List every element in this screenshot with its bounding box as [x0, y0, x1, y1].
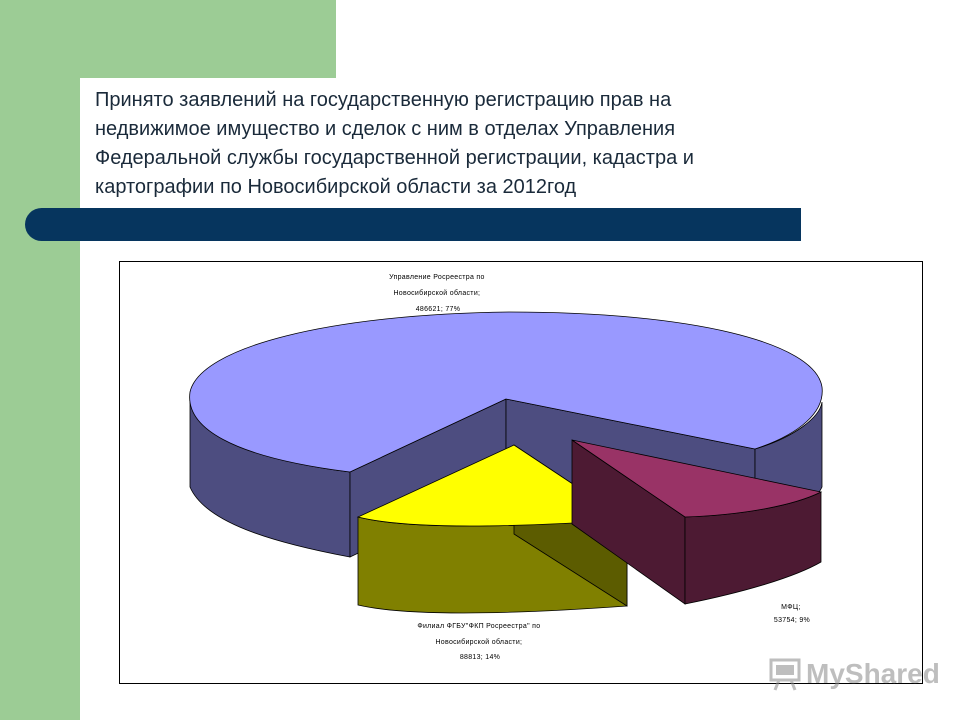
- left-green-bar: [0, 0, 80, 720]
- title-line-2: недвижимое имущество и сделок с ним в отделах Управления: [95, 118, 676, 140]
- title-line-1: Принято заявлений на государственную регистрацию прав на: [95, 89, 672, 111]
- title-line-4: картографии по Новосибирской области за 2012год: [95, 176, 577, 198]
- top-green-block: [0, 0, 336, 78]
- pie-chart: [120, 262, 922, 683]
- label-upravlenie-line-2: Новосибирской области;: [393, 290, 481, 297]
- label-mfc: [774, 604, 810, 624]
- label-upravlenie-line-3: 486621; 77%: [415, 306, 461, 313]
- title-line-3: Федеральной службы государственной регистрации, кадастра и: [95, 147, 694, 169]
- label-mfc-line-1: МФЦ;: [781, 604, 801, 611]
- label-upravlenie: [389, 274, 487, 313]
- watermark-text: MyShared: [806, 658, 940, 689]
- presentation-board-icon: [768, 657, 802, 691]
- label-upravlenie-line-1: Управление Росреестра по: [389, 274, 485, 281]
- label-filial-line-1: Филиал ФГБУ"ФКП Росреестра" по: [417, 623, 541, 630]
- label-filial-fkp: [417, 623, 542, 661]
- label-filial-line-2: Новосибирской области;: [435, 639, 523, 646]
- label-mfc-line-2: 53754; 9%: [773, 617, 811, 624]
- title-underline-bar: [25, 208, 801, 241]
- slide-title: [95, 86, 835, 202]
- label-filial-line-3: 88813; 14%: [459, 654, 501, 661]
- chart-frame: [119, 261, 923, 684]
- watermark: [768, 656, 940, 692]
